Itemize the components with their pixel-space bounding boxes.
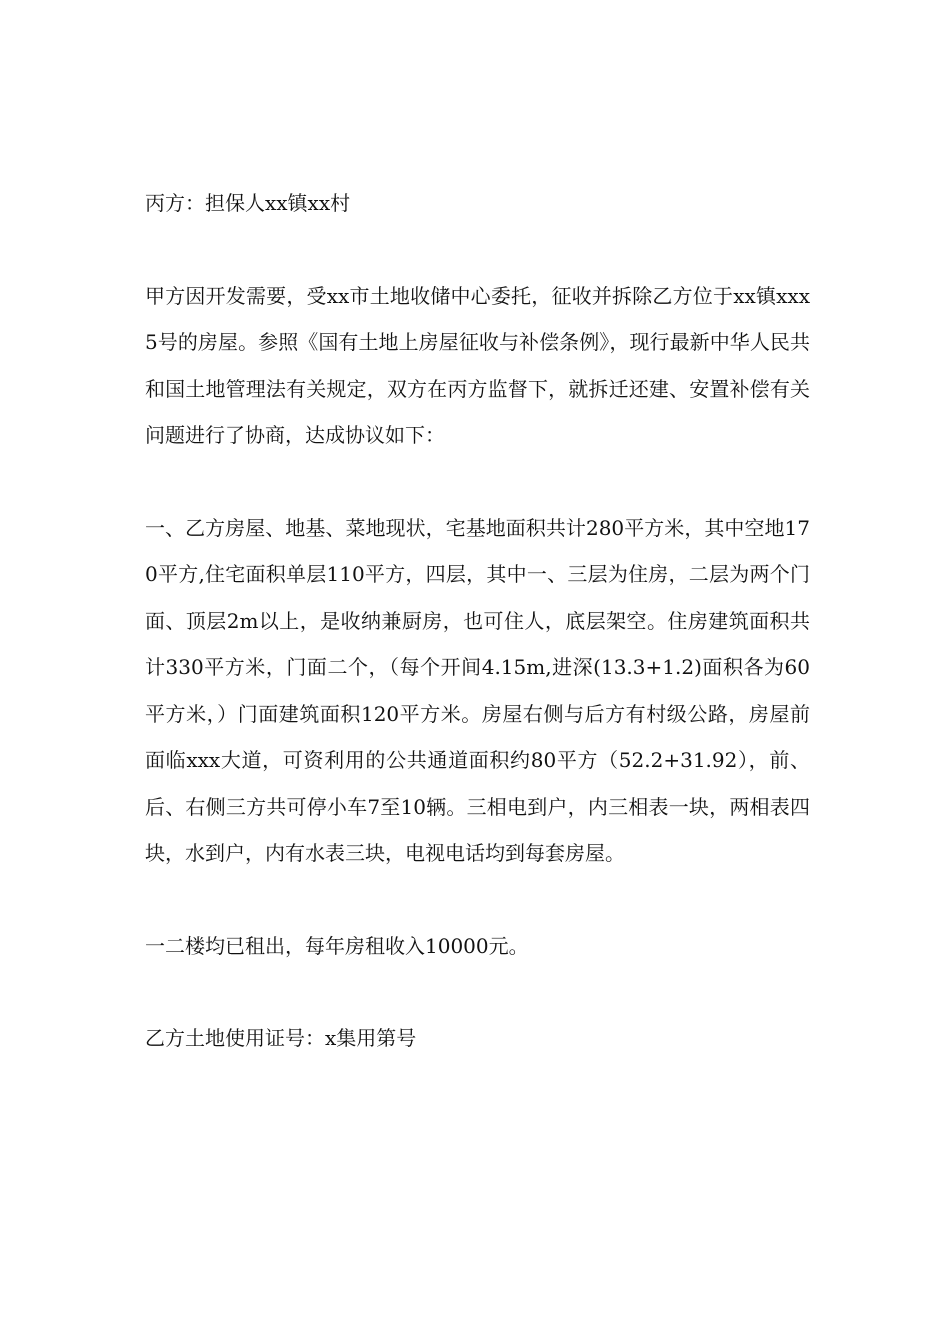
paragraph-gap xyxy=(145,877,810,923)
paragraph-gap xyxy=(145,969,810,1015)
intro-paragraph: 甲方因开发需要，受xx市土地收储中心委托，征收并拆除乙方位于xx镇xxx5号的房屋。参照《国有土地上房屋征收与补偿条例》，现行最新中华人民共和国土地管理法有关规定，双方在丙方监督下，就拆迁还建、安置补偿有关问题进行了协商，达成协议如下： xyxy=(145,283,810,447)
land-certificate-line: 乙方土地使用证号：x集用第号 xyxy=(145,1026,417,1050)
rental-paragraph: 一二楼均已租出，每年房租收入10000元。 xyxy=(145,933,529,958)
paragraph-gap xyxy=(145,227,810,273)
party-c-line: 丙方：担保人xx镇xx村 xyxy=(145,191,351,215)
paragraph-gap xyxy=(145,459,810,505)
clause-one-paragraph: 一、乙方房屋、地基、菜地现状，宅基地面积共计280平方米，其中空地170平方,住宅面积单层110平方，四层，其中一、三层为住房，二层为两个门面、顶层2m以上，是收纳兼厨房，也可住人，底层架空。住房建筑面积共计330平方米，门面二个，（每个开间4.15m,进深(13.3+1.2)面积各为60平方米，）门面建筑面积120平方米。房屋右侧与后方有村级公路，房屋前面临xxx大道，可资利用的公共通道面积约80平方（52.2+31.92），前、后、右侧三方共可停小车7至10辆。三相电到户，内三相表一块，两相表四块，水到户，内有水表三块，电视电话均到每套房屋。 xyxy=(145,515,810,865)
